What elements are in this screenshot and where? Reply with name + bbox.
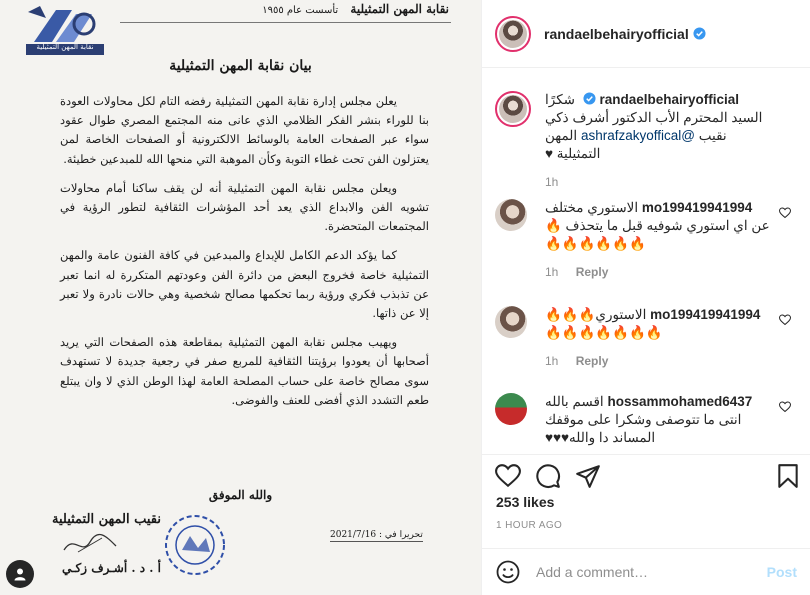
- comment-text: اقسم بالله انتى ما تتوصفى وشكرا على موقفك المساند دا والله♥♥♥: [545, 394, 742, 445]
- likes-count[interactable]: 253 likes: [496, 494, 555, 510]
- comment-time: 1h: [545, 354, 559, 368]
- author-avatar[interactable]: [495, 16, 531, 52]
- caption-text: شكرًا السيد المحترم الأب الدكتور أشرف ذكي نقيب: [545, 92, 763, 143]
- commenter-avatar[interactable]: [495, 393, 527, 425]
- add-comment-input[interactable]: [536, 564, 767, 580]
- comment-username[interactable]: hossammohamed6437: [607, 394, 753, 409]
- comment-text: الاستوري مختلف عن اي استوري شوفيه قبل ما يتحذف 🔥🔥🔥🔥🔥🔥🔥: [545, 200, 770, 251]
- signer-name: أ . د . أشـرف زكـي: [62, 561, 161, 575]
- paragraph-4: ويهيب مجلس نقابة المهن التمثيلية بمقاطعة هذه الصفحات التي يريد أصحابها أن يعودوا برؤيتنا الثقافية للمربع صفر في رجعية جديدة لا تستهدف سوى مصالح خاصة على حساب المصلحة العامة لهذا الوطن الذي لا وان يبتلع طعم التشدد الذي أفضى للعنف والفوضى.: [60, 335, 429, 407]
- document-date: تحريرا في : 2021/7/16: [330, 530, 423, 540]
- like-comment-heart-icon[interactable]: [779, 401, 791, 413]
- paragraph-2: ويعلن مجلس نقابة المهن التمثيلية أنه لن يقف ساكنا أمام محاولات تشويه الفن والابداع الذي يعد أحد المؤشرات الثقافية لتطور الرؤية في المجتمعات المتحضرة.: [60, 180, 429, 234]
- like-heart-icon[interactable]: [495, 463, 521, 489]
- comment-time: 1h: [545, 265, 559, 279]
- caption-time: 1h: [545, 175, 559, 189]
- post-actions: [482, 454, 810, 494]
- signature-title: نقيب المهن التمثيلية: [52, 512, 161, 527]
- add-comment-bar: [482, 548, 810, 595]
- like-comment-heart-icon[interactable]: [779, 314, 791, 326]
- logo-caption: نقابة المهن التمثيلية: [36, 43, 94, 51]
- like-comment-heart-icon[interactable]: [779, 207, 791, 219]
- save-bookmark-icon[interactable]: [775, 463, 801, 489]
- reply-button[interactable]: Reply: [575, 265, 609, 279]
- post-time-ago[interactable]: 1 HOUR AGO: [496, 520, 563, 531]
- header-established: تأسست عام ١٩٥٥: [262, 5, 339, 16]
- post-header: [482, 0, 810, 68]
- verified-badge-icon: [583, 92, 596, 105]
- author-username[interactable]: randaelbehairyofficial: [544, 25, 689, 42]
- comment-bubble-icon[interactable]: [535, 463, 561, 489]
- paragraph-3: كما يؤكد الدعم الكامل للإبداع والمبدعين في كافة الفنون عامة والمهن التمثيلية خاصة فخروج البعض من دائرة الفن وعودتهم المتكررة له انما تعبر عن تذبذب فكري ورؤية ربما تحكمها مصالح شخصية وهي حالات نادرة ولا تعبر إلا عن ذاتها.: [60, 248, 429, 321]
- comment-username[interactable]: mo199419941994: [650, 307, 761, 322]
- document-body: [60, 92, 429, 420]
- post-comment-button[interactable]: Post: [766, 564, 797, 580]
- commenter-avatar[interactable]: [495, 306, 527, 338]
- header-rule: [120, 22, 451, 23]
- more-options-button[interactable]: [6, 560, 34, 588]
- person-tag-icon: [13, 567, 27, 581]
- paragraph-1: يعلن مجلس إدارة نقابة المهن التمثيلية رفضه التام لكل محاولات العودة بنا للوراء بنشر الفكر الظلامي الذي عانى منه المجتمع المصري طوال عقود سواء عبر الصفحات العامة بالوسائط الالكترونية أو الصفحات الخاصة لمن يعتزلون الفن تحت غطاء التوبة وكأن الموهبة التي منحها الله للمبدعين خطيئة.: [60, 94, 429, 166]
- post-panel: [481, 0, 810, 595]
- comment-username[interactable]: mo199419941994: [641, 200, 753, 215]
- document-header: [262, 2, 449, 16]
- document-title: بيان نقابة المهن التمثيلية: [169, 58, 312, 74]
- caption-mention[interactable]: @ashrafzakyoffical: [580, 128, 695, 143]
- caption-text-end: المهن التمثيلية ♥: [545, 128, 601, 161]
- closing-line: والله الموفق: [208, 488, 273, 502]
- reply-button[interactable]: Reply: [575, 354, 609, 368]
- commenter-avatar[interactable]: [495, 199, 527, 231]
- comment-text: الاستوري🔥🔥🔥 🔥🔥🔥🔥🔥🔥🔥: [545, 307, 663, 340]
- caption-avatar[interactable]: [495, 91, 531, 127]
- emoji-smiley-icon[interactable]: [496, 560, 520, 584]
- caption-username[interactable]: randaelbehairyofficial: [599, 92, 740, 107]
- handwritten-signature: [60, 530, 120, 558]
- comments-list: [482, 69, 810, 454]
- verified-badge-icon: [693, 27, 706, 40]
- header-org: نقابة المهن التمثيلية: [350, 2, 449, 16]
- official-stamp: [160, 512, 230, 578]
- share-paper-plane-icon[interactable]: [575, 463, 601, 489]
